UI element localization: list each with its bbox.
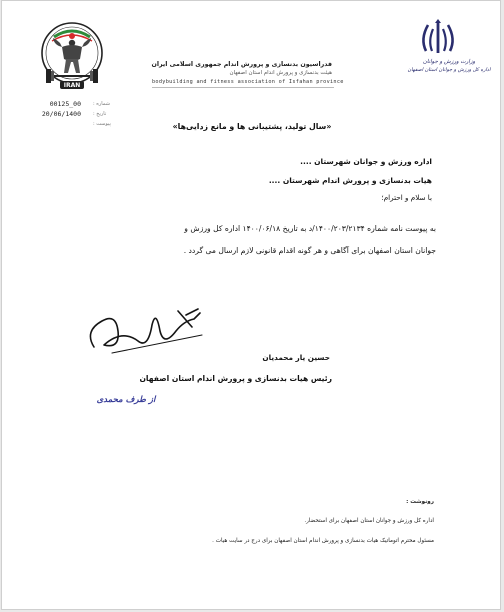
on-behalf-handwriting: از طرف محمدی bbox=[96, 395, 156, 405]
letter-number-value: 00125_00 bbox=[49, 100, 81, 108]
header-divider bbox=[152, 87, 334, 88]
addressee-line: هیات بدنسازی و پرورش اندام شهرستان .... bbox=[268, 176, 432, 185]
letter-date-value: 20/06/1400 bbox=[41, 110, 81, 118]
body-line: جوانان استان اصفهان برای آگاهی و هر گونه اقدام قانونی لازم ارسال می گردد . bbox=[183, 246, 436, 255]
letter-attachment-label: پیوست : bbox=[93, 121, 111, 127]
handwritten-signature bbox=[82, 301, 212, 361]
ministry-department: اداره کل ورزش و جوانان استان اصفهان bbox=[407, 67, 491, 73]
cc-item: اداره کل ورزش و جوانان استان اصفهان برای استحضار. bbox=[304, 518, 434, 524]
ministry-emblem bbox=[416, 17, 460, 57]
addressee-line: اداره ورزش و جوانان شهرستان .... bbox=[300, 157, 432, 166]
letter-number-label: شماره : bbox=[93, 101, 110, 107]
year-slogan: «سال تولید، پشتیبانی ها و مانع زدایی‌ها» bbox=[172, 122, 332, 131]
logo-badge-text: IRAN bbox=[63, 82, 81, 89]
greeting: با سلام و احترام؛ bbox=[381, 193, 432, 202]
cc-label: رونوشت : bbox=[406, 499, 434, 505]
letter-page bbox=[1, 0, 501, 610]
signer-name: حسین یار محمدیان bbox=[262, 353, 330, 362]
federation-subtitle: هیئت بدنسازی و پرورش اندام استان اصفهان bbox=[229, 70, 332, 76]
body-line: به پیوست نامه شماره ۱۴۰۰/۲۰۳/۲۱۳۴/د به تاریخ ۱۴۰۰/۰۶/۱۸ اداره کل ورزش و bbox=[184, 224, 436, 233]
federation-title: فدراسیون بدنسازی و پرورش اندام جمهوری اسلامی ایران bbox=[151, 61, 332, 68]
federation-logo bbox=[40, 19, 104, 95]
federation-english-name: bodybuilding and fitness association of Isfahan province bbox=[152, 79, 344, 85]
ministry-name: وزارت ورزش و جوانان bbox=[422, 59, 476, 65]
cc-item: مسئول محترم اتوماتیک هیات بدنسازی و پرورش اندام استان اصفهان برای درج در سایت هیات . bbox=[212, 538, 434, 544]
signer-title: رئیس هیات بدنسازی و پرورش اندام استان اصفهان bbox=[139, 374, 332, 383]
letter-date-label: تاریخ : bbox=[93, 111, 107, 117]
